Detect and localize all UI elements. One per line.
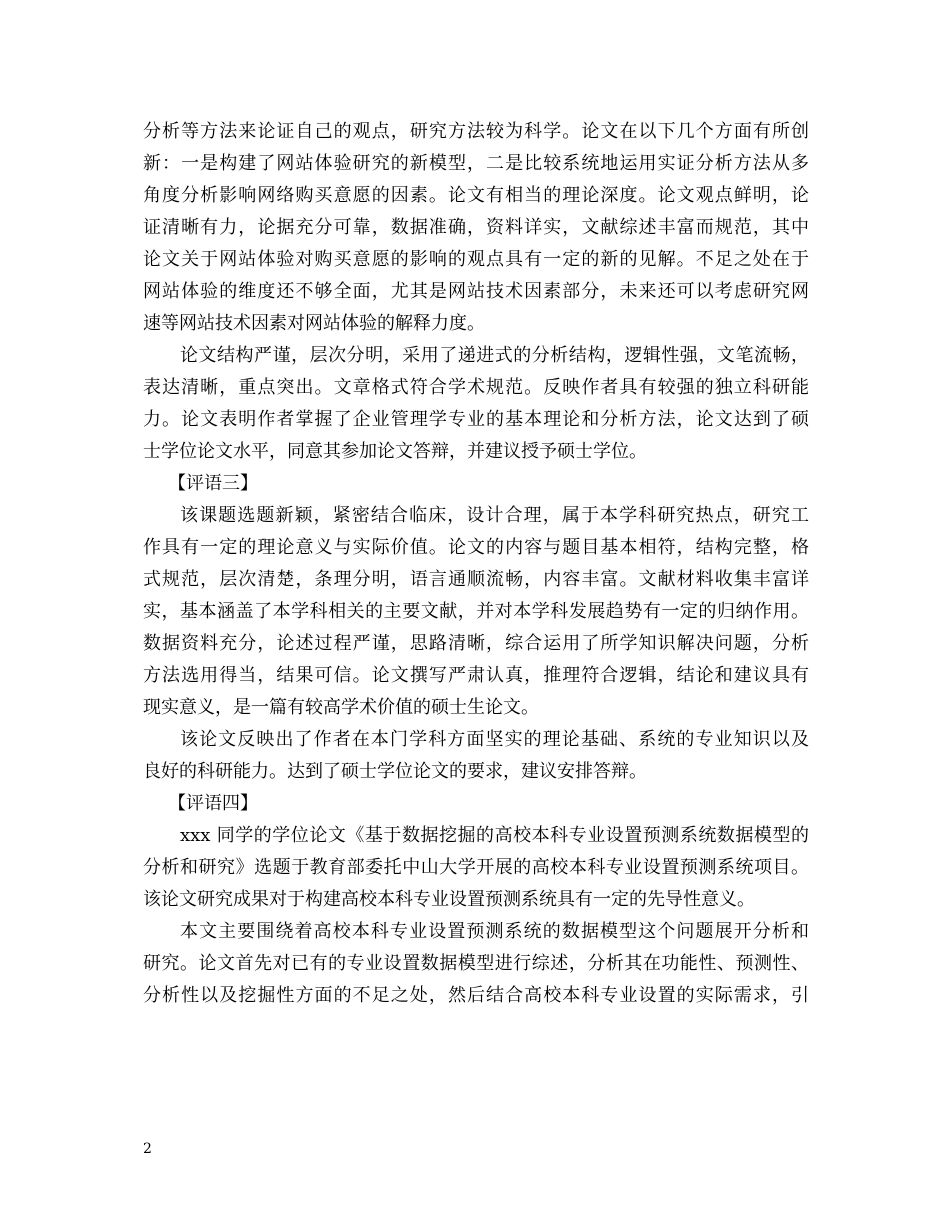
text-line: 分析性以及挖掘性方面的不足之处，然后结合高校本科专业设置的实际需求，引 xyxy=(143,985,809,1006)
text-line: 论文关于网站体验对购买意愿的影响的观点具有一定的新的见解。不足之处在于 xyxy=(143,249,809,270)
section-heading-text: 【评语三】 xyxy=(168,473,258,494)
text-line: 分析和研究》选题于教育部委托中山大学开展的高校本科专业设置预测系统项目。 xyxy=(143,857,809,878)
text-line: 式规范，层次清楚，条理分明，语言通顺流畅，内容丰富。文献材料收集丰富详 xyxy=(143,569,809,590)
paragraph-continuation xyxy=(143,116,809,340)
text-line: xxx 同学的学位论文《基于数据挖掘的高校本科专业设置预测系统数据模型的 xyxy=(180,825,809,846)
text-line: 数据资料充分，论述过程严谨，思路清晰，综合运用了所学知识解决问题，分析 xyxy=(143,633,809,654)
page-number: 2 xyxy=(143,1141,152,1157)
text-line: 士学位论文水平，同意其参加论文答辩，并建议授予硕士学位。 xyxy=(143,441,647,462)
text-line: 该论文反映出了作者在本门学科方面坚实的理论基础、系统的专业知识以及 xyxy=(180,729,809,750)
text-line: 本文主要围绕着高校本科专业设置预测系统的数据模型这个问题展开分析和 xyxy=(180,921,809,942)
section-heading xyxy=(143,788,809,820)
text-line: 网站体验的维度还不够全面，尤其是网站技术因素部分，未来还可以考虑研究网 xyxy=(143,281,809,302)
text-line: 分析等方法来论证自己的观点，研究方法较为科学。论文在以下几个方面有所创 xyxy=(143,121,809,142)
paragraph xyxy=(143,724,809,788)
text-line: 证清晰有力，论据充分可靠，数据准确，资料详实，文献综述丰富而规范，其中 xyxy=(143,217,809,238)
text-line: 角度分析影响网络购买意愿的因素。论文有相当的理论深度。论文观点鲜明，论 xyxy=(143,185,809,206)
paragraph xyxy=(143,500,809,724)
text-line: 研究。论文首先对已有的专业设置数据模型进行综述，分析其在功能性、预测性、 xyxy=(143,953,809,974)
text-line: 实，基本涵盖了本学科相关的主要文献，并对本学科发展趋势有一定的归纳作用。 xyxy=(143,601,809,622)
text-line: 力。论文表明作者掌握了企业管理学专业的基本理论和分析方法，论文达到了硕 xyxy=(143,409,809,430)
paragraph xyxy=(143,820,809,916)
paragraph xyxy=(143,916,809,1012)
section-heading-text: 【评语四】 xyxy=(168,793,258,814)
text-line: 作具有一定的理论意义与实际价值。论文的内容与题目基本相符，结构完整，格 xyxy=(143,537,809,558)
text-line: 表达清晰，重点突出。文章格式符合学术规范。反映作者具有较强的独立科研能 xyxy=(143,377,809,398)
text-line: 新：一是构建了网站体验研究的新模型，二是比较系统地运用实证分析方法从多 xyxy=(143,153,809,174)
section-heading xyxy=(143,468,809,500)
document-body xyxy=(143,116,809,1012)
text-line: 论文结构严谨，层次分明，采用了递进式的分析结构，逻辑性强，文笔流畅， xyxy=(180,345,809,366)
text-line: 方法选用得当，结果可信。论文撰写严肃认真，推理符合逻辑，结论和建议具有 xyxy=(143,665,809,686)
text-line: 该课题选题新颖，紧密结合临床，设计合理，属于本学科研究热点，研究工 xyxy=(180,505,809,526)
text-line: 良好的科研能力。达到了硕士学位论文的要求，建议安排答辩。 xyxy=(143,761,647,782)
text-line: 该论文研究成果对于构建高校本科专业设置预测系统具有一定的先导性意义。 xyxy=(143,889,755,910)
text-line: 速等网站技术因素对网站体验的解释力度。 xyxy=(143,313,485,334)
paragraph xyxy=(143,340,809,468)
text-line: 现实意义，是一篇有较高学术价值的硕士生论文。 xyxy=(143,697,539,718)
